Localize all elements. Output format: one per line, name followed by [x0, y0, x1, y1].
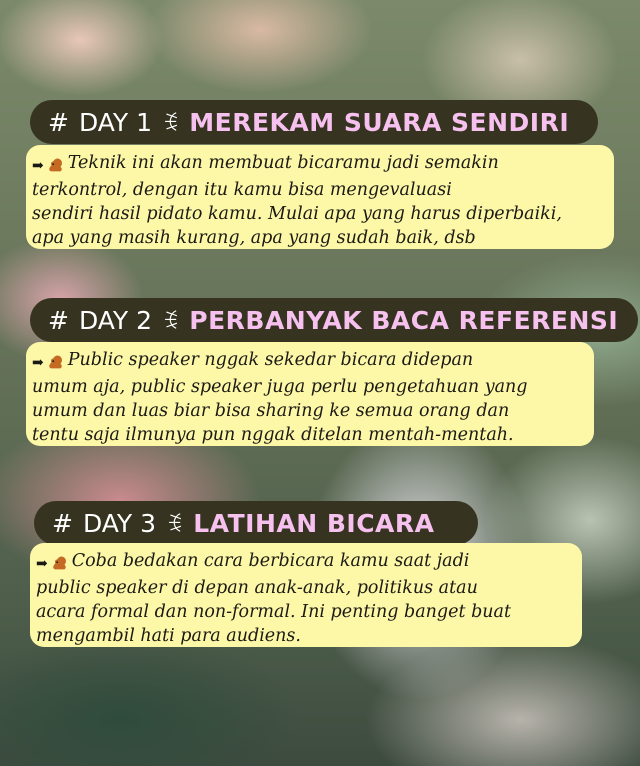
description-text: Public speaker nggak sekedar bicara didepan — [67, 350, 474, 370]
squirrel-icon — [46, 157, 64, 175]
description-line: umum dan luas biar bisa sharing ke semua orang dan — [32, 401, 510, 421]
day-1-description — [26, 145, 614, 249]
day-1-header — [30, 100, 598, 144]
description-line: acara formal dan non-formal. Ini penting banget buat — [36, 602, 512, 622]
hash-symbol: # — [52, 508, 73, 538]
description-line: apa yang masih kurang, apa yang sudah baik, dsb — [32, 228, 476, 248]
description-line — [36, 549, 570, 576]
squirrel-icon — [50, 555, 68, 573]
day-3-header — [34, 501, 478, 545]
description-line: tentu saja ilmunya pun nggak ditelan mentah-mentah. — [32, 425, 514, 445]
hash-symbol: # — [48, 305, 69, 335]
day-label: DAY 2 — [78, 305, 153, 335]
day-title: PERBANYAK BACA REFERENSI — [189, 305, 619, 335]
right-arrow-icon: ➡ — [32, 158, 44, 174]
separator-icon: ꉂ — [166, 512, 184, 538]
description-line — [32, 151, 602, 178]
day-title: LATIHAN BICARA — [193, 508, 435, 538]
description-line: sendiri hasil pidato kamu. Mulai apa yang harus diperbaiki, — [32, 204, 562, 224]
separator-icon: ꉂ — [162, 309, 180, 335]
separator-icon: ꉂ — [162, 111, 180, 137]
right-arrow-icon: ➡ — [32, 355, 44, 371]
day-2-description — [26, 342, 594, 446]
description-line: umum aja, public speaker juga perlu pengetahuan yang — [32, 377, 528, 397]
bullet-icons — [36, 552, 68, 576]
day-2-header — [30, 298, 638, 342]
day-title: MEREKAM SUARA SENDIRI — [189, 107, 570, 137]
description-line: mengambil hati para audiens. — [36, 626, 301, 646]
hash-symbol: # — [48, 107, 69, 137]
bullet-icons — [32, 154, 64, 178]
right-arrow-icon: ➡ — [36, 556, 48, 572]
day-3-description — [30, 543, 582, 647]
description-text: Coba bedakan cara berbicara kamu saat jadi — [71, 551, 470, 571]
description-line: terkontrol, dengan itu kamu bisa mengevaluasi — [32, 180, 452, 200]
description-line — [32, 348, 582, 375]
day-label: DAY 3 — [82, 508, 157, 538]
day-label: DAY 1 — [78, 107, 153, 137]
bullet-icons — [32, 351, 64, 375]
description-line: public speaker di depan anak-anak, politikus atau — [36, 578, 478, 598]
description-text: Teknik ini akan membuat bicaramu jadi semakin — [67, 153, 499, 173]
squirrel-icon — [46, 354, 64, 372]
